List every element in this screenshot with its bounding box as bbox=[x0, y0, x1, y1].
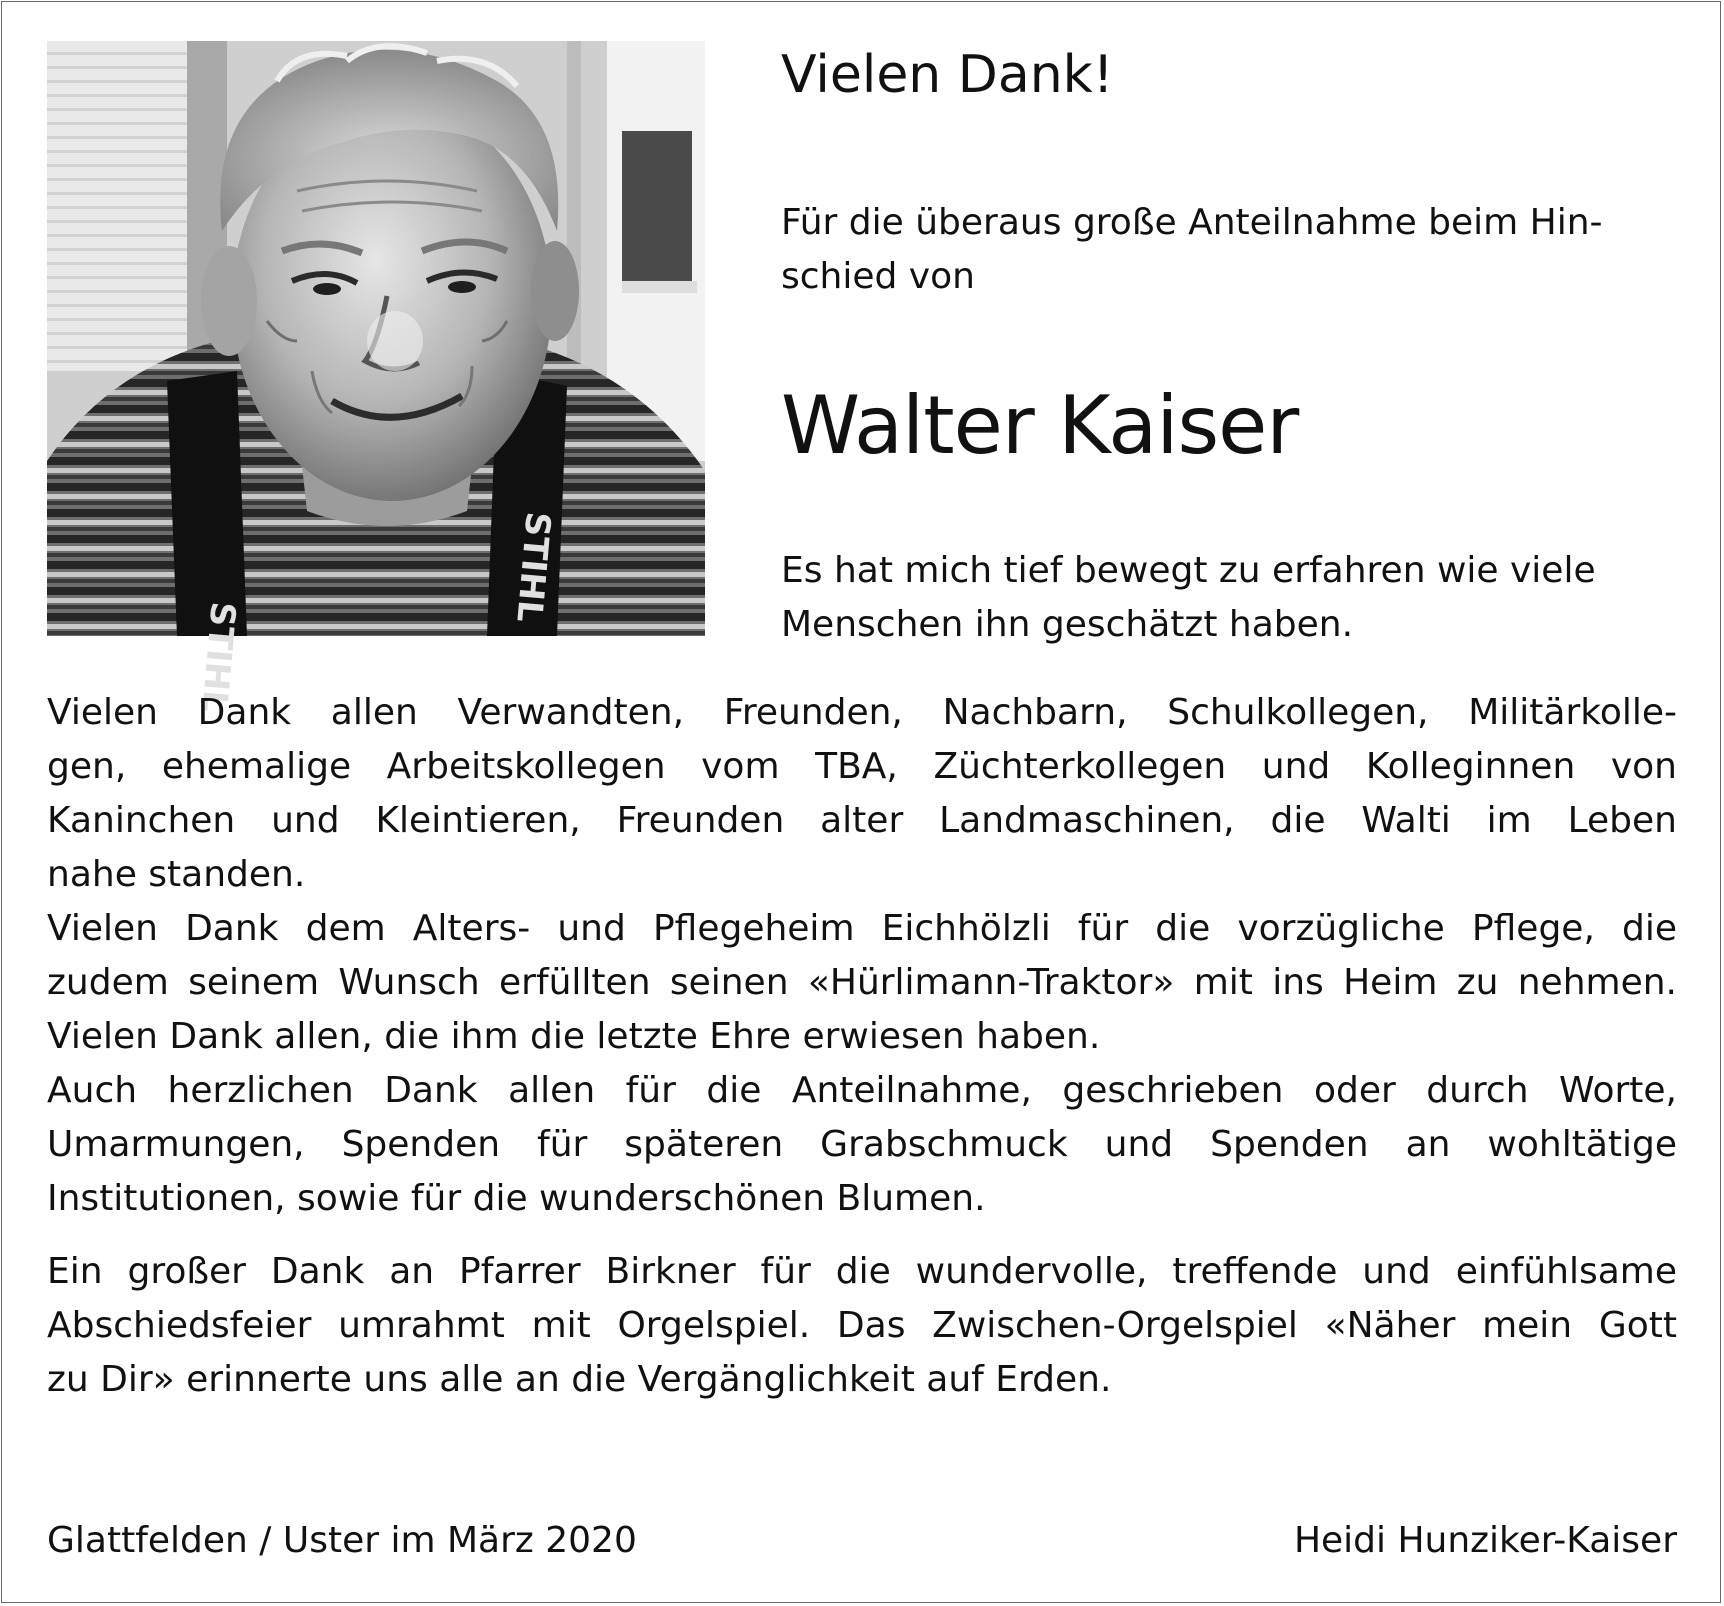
deceased-name: Walter Kaiser bbox=[781, 379, 1299, 472]
intro-text bbox=[781, 196, 1681, 304]
moved-line: Es hat mich tief bewegt zu erfahren wie viele bbox=[781, 550, 1596, 591]
moved-line: Menschen ihn geschätzt haben. bbox=[781, 604, 1354, 645]
signature: Heidi Hunziker-Kaiser bbox=[1293, 1520, 1677, 1561]
body-line: Vielen Dank allen Verwandten, Freunden, Nachbarn, Schulkollegen, Militärkolle- bbox=[47, 692, 1677, 733]
body-line: Umarmungen, Spenden für späteren Grabschmuck und Spenden an wohltätige bbox=[47, 1124, 1677, 1165]
thank-you-heading: Vielen Dank! bbox=[781, 45, 1114, 105]
body-line: Auch herzlichen Dank allen für die Anteilnahme, geschrieben oder durch Worte, bbox=[47, 1070, 1677, 1111]
closing-line: Abschiedsfeier umrahmt mit Orgelspiel. Das Zwischen-Orgelspiel «Näher mein Gott bbox=[47, 1305, 1677, 1346]
body-line: Institutionen, sowie für die wunderschönen Blumen. bbox=[47, 1178, 986, 1219]
intro-line: schied von bbox=[781, 256, 975, 297]
suspender-print: STIHL bbox=[508, 510, 558, 624]
closing-line: zu Dir» erinnerte uns alle an die Vergänglichkeit auf Erden. bbox=[47, 1359, 1112, 1400]
portrait-photo bbox=[47, 41, 705, 714]
body-line: Vielen Dank allen, die ihm die letzte Ehre erwiesen haben. bbox=[47, 1016, 1101, 1057]
moved-text bbox=[781, 544, 1681, 652]
suspender-print: STIHL bbox=[193, 600, 243, 714]
body-line: gen, ehemalige Arbeitskollegen vom TBA, Züchterkollegen und Kolleginnen von bbox=[47, 746, 1677, 787]
body-line: nahe standen. bbox=[47, 854, 306, 895]
closing-line: Ein großer Dank an Pfarrer Birkner für die wundervolle, treffende und einfühlsame bbox=[47, 1251, 1677, 1292]
place-date: Glattfelden / Uster im März 2020 bbox=[47, 1520, 637, 1561]
intro-line: Für die überaus große Anteilnahme beim Hin- bbox=[781, 202, 1603, 243]
body-line: zudem seinem Wunsch erfüllten seinen «Hürlimann-Traktor» mit ins Heim zu nehmen. bbox=[47, 962, 1677, 1003]
body-line: Kaninchen und Kleintieren, Freunden alter Landmaschinen, die Walti im Leben bbox=[47, 800, 1677, 841]
body-line: Vielen Dank dem Alters- und Pflegeheim Eichhölzli für die vorzügliche Pflege, die bbox=[47, 908, 1677, 949]
